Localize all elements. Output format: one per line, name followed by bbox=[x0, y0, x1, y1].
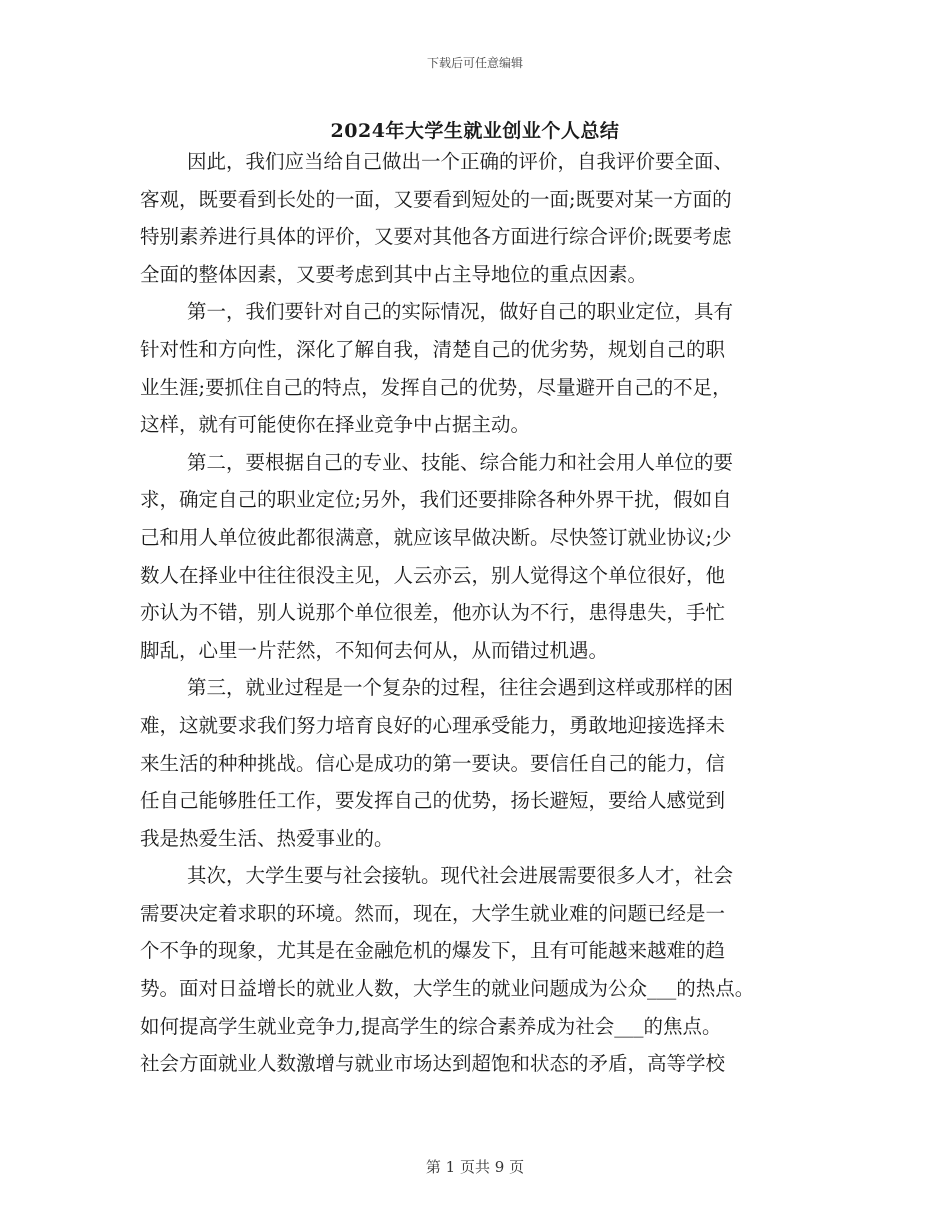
body-line: 亦认为不错，别人说那个单位很差，他亦认为不行，患得患失，手忙 bbox=[140, 601, 726, 625]
body-line: 其次，大学生要与社会接轨。现代社会进展需要很多人才，社会 bbox=[187, 864, 734, 888]
body-line: 己和用人单位彼此都很满意，就应该早做决断。尽快签订就业协议;少 bbox=[140, 525, 732, 549]
body-line: 任自己能够胜任工作，要发挥自己的优势，扬长避短，要给人感觉到 bbox=[140, 789, 726, 813]
body-line: 特别素养进行具体的评价，又要对其他各方面进行综合评价;既要考虑 bbox=[140, 225, 732, 249]
body-line: 个不争的现象，尤其是在金融危机的爆发下，且有可能越来越难的趋 bbox=[140, 939, 726, 963]
body-line: 这样，就有可能使你在择业竞争中占据主动。 bbox=[140, 413, 531, 437]
document-body bbox=[140, 143, 820, 1083]
page-number: 第 1 页共 9 页 bbox=[425, 1158, 525, 1176]
document-title: 2024年大学生就业创业个人总结 bbox=[330, 120, 620, 142]
body-line: 客观，既要看到长处的一面，又要看到短处的一面;既要对某一方面的 bbox=[140, 187, 732, 211]
body-line: 需要决定着求职的环境。然而，现在，大学生就业难的问题已经是一 bbox=[140, 901, 726, 925]
header-note: 下载后可任意编辑 bbox=[426, 56, 523, 70]
body-line: 如何提高学生就业竞争力,提高学生的综合素养成为社会___的焦点。 bbox=[140, 1014, 722, 1038]
body-line: 我是热爱生活、热爱事业的。 bbox=[140, 826, 394, 850]
body-line: 第二，要根据自己的专业、技能、综合能力和社会用人单位的要 bbox=[187, 450, 734, 474]
body-line: 第一，我们要针对自己的实际情况，做好自己的职业定位，具有 bbox=[187, 300, 734, 324]
body-line: 数人在择业中往往很没主见，人云亦云，别人觉得这个单位很好，他 bbox=[140, 563, 726, 587]
body-line: 业生涯;要抓住自己的特点，发挥自己的优势，尽量避开自己的不足， bbox=[140, 375, 732, 399]
body-line: 难，这就要求我们努力培育良好的心理承受能力，勇敢地迎接选择未 bbox=[140, 713, 726, 737]
body-line: 来生活的种种挑战。信心是成功的第一要诀。要信任自己的能力，信 bbox=[140, 751, 726, 775]
body-line: 求，确定自己的职业定位;另外，我们还要排除各种外界干扰，假如自 bbox=[140, 488, 732, 512]
body-line: 第三，就业过程是一个复杂的过程，往往会遇到这样或那样的困 bbox=[187, 676, 734, 700]
body-line: 针对性和方向性，深化了解自我，清楚自己的优劣势，规划自己的职 bbox=[140, 337, 726, 361]
body-line: 社会方面就业人数激增与就业市场达到超饱和状态的矛盾，高等学校 bbox=[140, 1052, 726, 1076]
body-line: 因此，我们应当给自己做出一个正确的评价，自我评价要全面、 bbox=[187, 150, 734, 173]
body-line: 势。面对日益增长的就业人数，大学生的就业问题成为公众___的热点。 bbox=[140, 977, 755, 1001]
body-line: 全面的整体因素，又要考虑到其中占主导地位的重点因素。 bbox=[140, 262, 648, 286]
body-line: 脚乱，心里一片茫然，不知何去何从，从而错过机遇。 bbox=[140, 638, 609, 662]
